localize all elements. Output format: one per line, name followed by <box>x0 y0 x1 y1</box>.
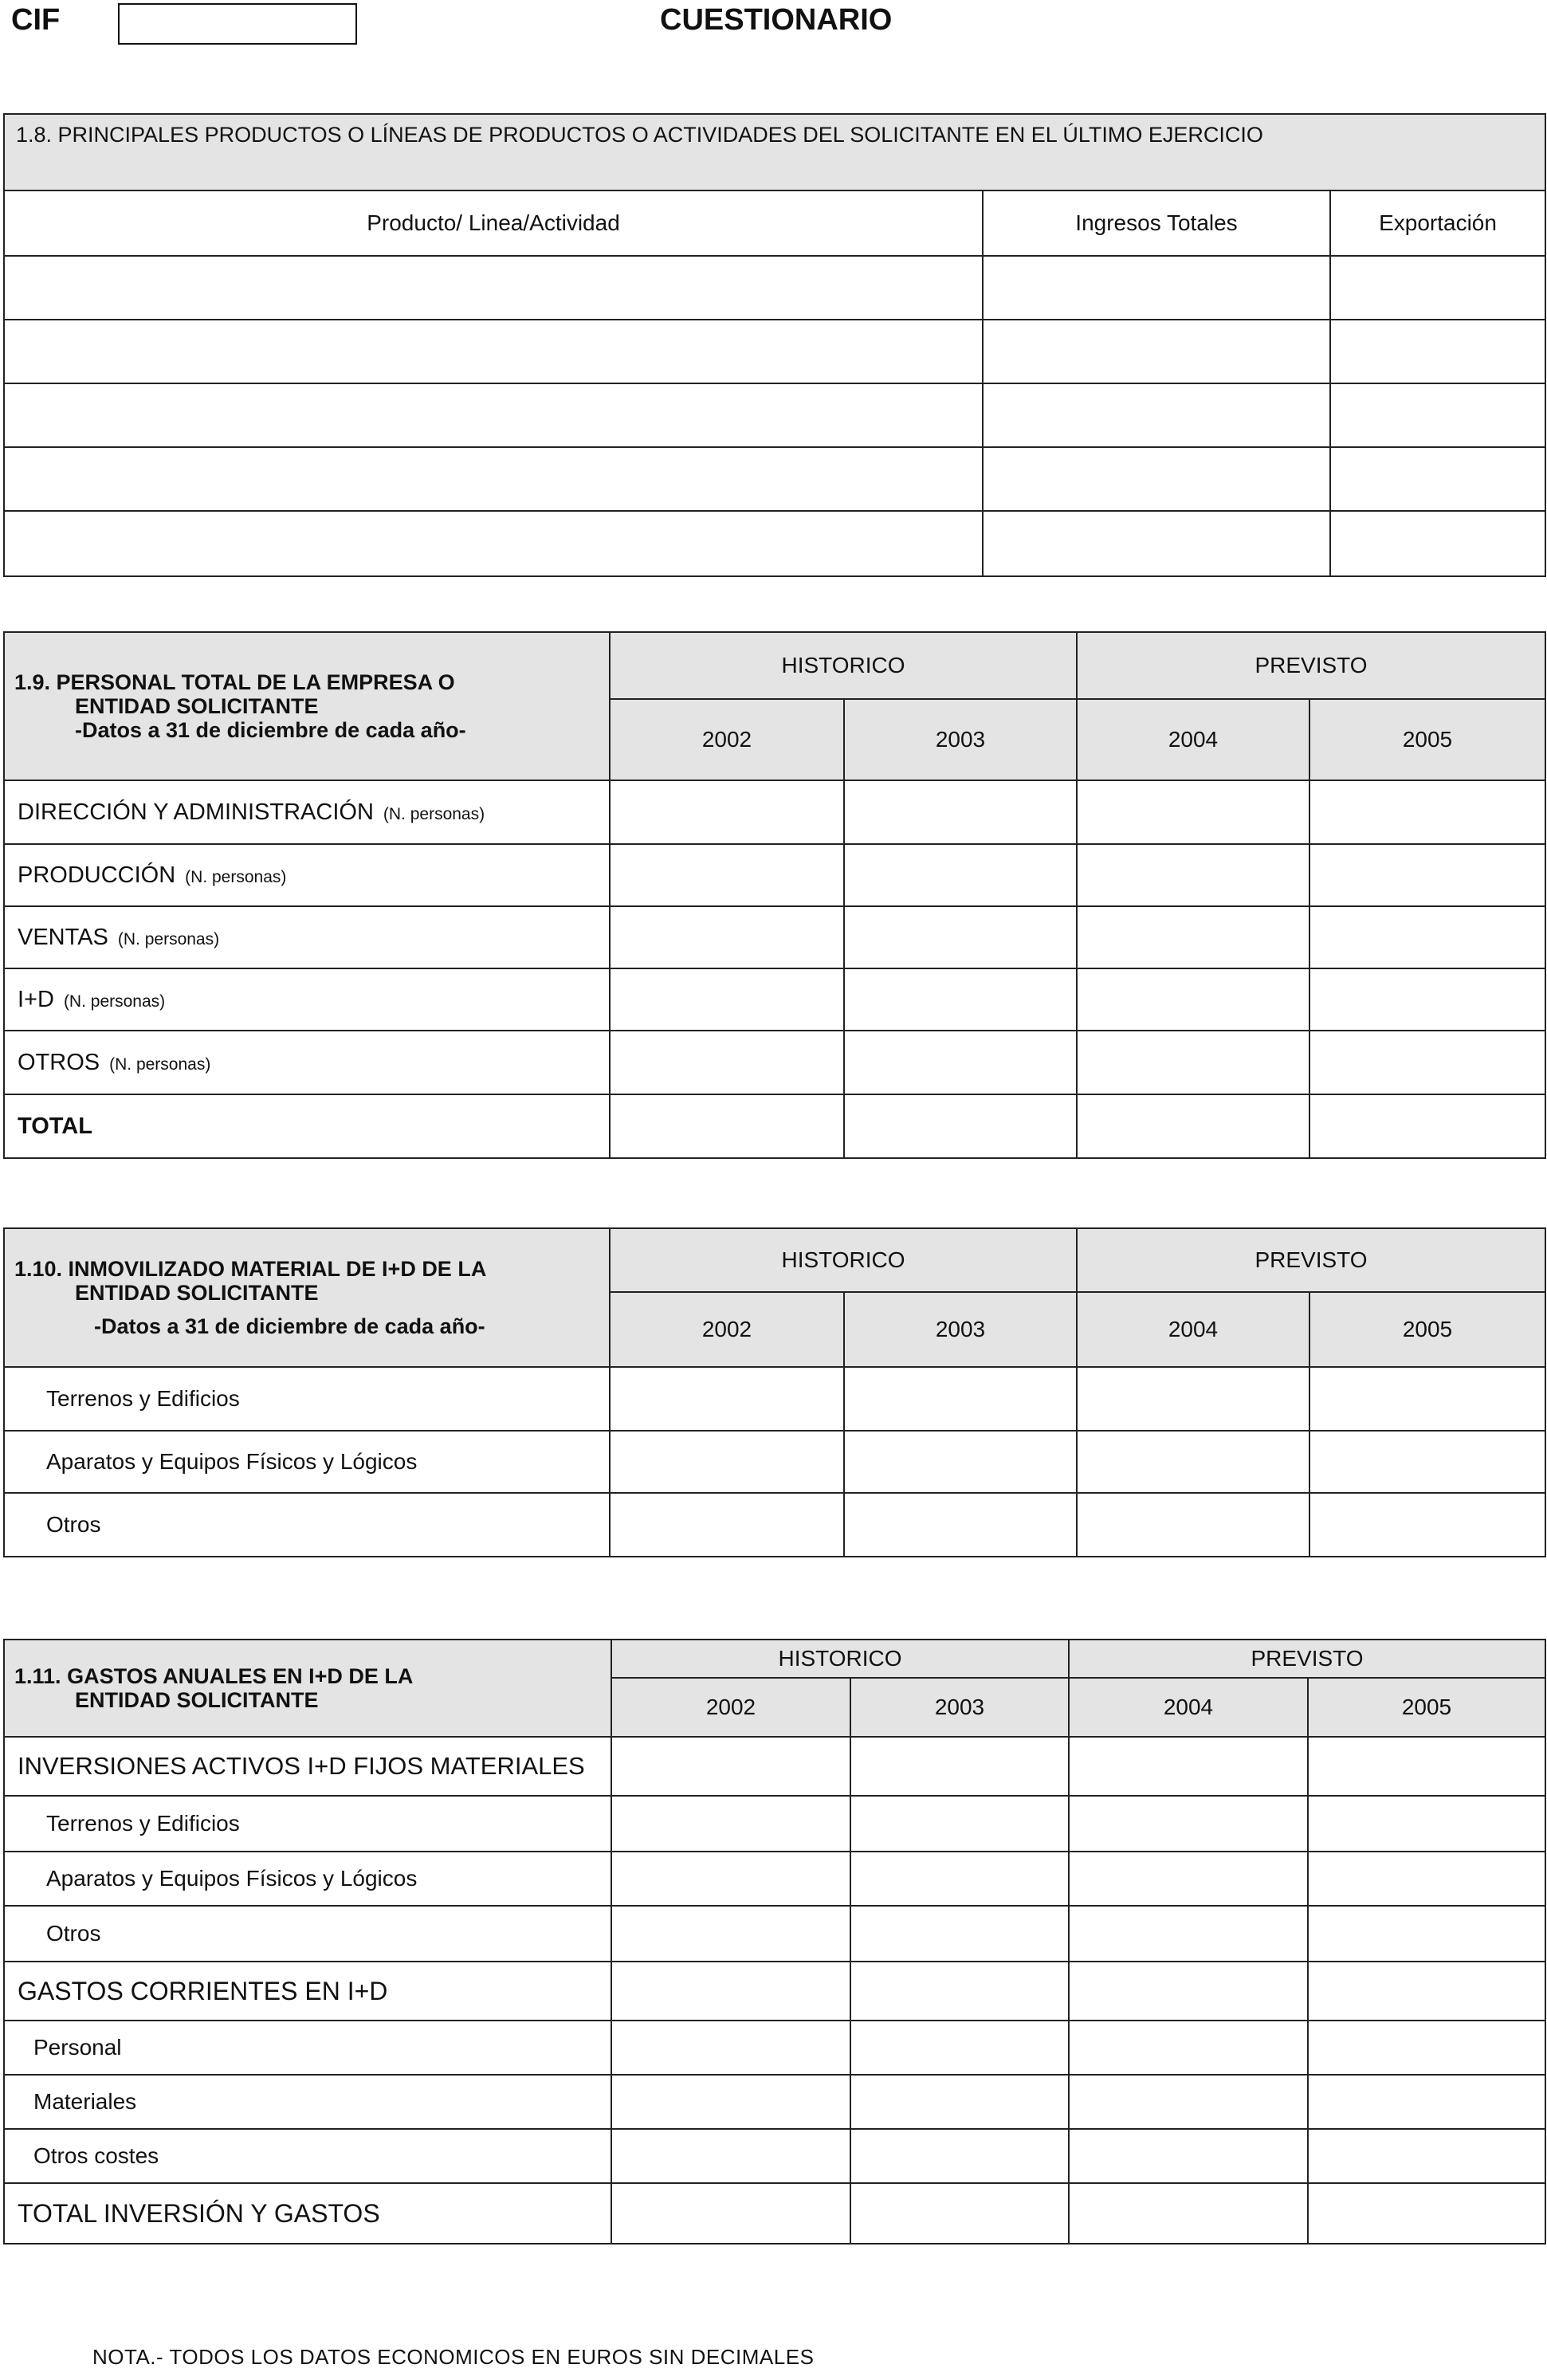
cell-value[interactable] <box>611 2183 850 2244</box>
group-historico: HISTORICO <box>610 632 1077 699</box>
year-2005: 2005 <box>1308 1678 1545 1737</box>
row-label-direccion: DIRECCIÓN Y ADMINISTRACIÓN (N. personas) <box>4 780 610 844</box>
group-previsto: PREVISTO <box>1077 632 1545 699</box>
cell-value[interactable] <box>850 1852 1069 1906</box>
row-label-otros: Otros <box>4 1906 611 1962</box>
cell-value[interactable] <box>1069 2021 1308 2075</box>
cell-exportacion[interactable] <box>1330 511 1545 576</box>
cell-value[interactable] <box>1309 780 1545 844</box>
cell-value[interactable] <box>611 1796 850 1852</box>
group-historico: HISTORICO <box>611 1640 1069 1678</box>
cell-exportacion[interactable] <box>1330 447 1545 511</box>
cell-value[interactable] <box>1069 1852 1308 1906</box>
cell-ingresos[interactable] <box>983 447 1330 511</box>
year-2003: 2003 <box>844 1292 1077 1367</box>
cell-value[interactable] <box>1077 1094 1309 1158</box>
personal-title-line1: 1.9. PERSONAL TOTAL DE LA EMPRESA O <box>14 670 455 694</box>
cell-ingresos[interactable] <box>983 383 1330 447</box>
inmovilizado-title-line3: -Datos a 31 de diciembre de cada año- <box>94 1314 485 1338</box>
cell-value[interactable] <box>1309 1431 1545 1493</box>
gastos-table <box>3 1639 1546 2245</box>
cell-ingresos[interactable] <box>983 256 1330 320</box>
row-label-otros-costes: Otros costes <box>4 2129 611 2183</box>
cell-value[interactable] <box>1309 1493 1545 1557</box>
cell-value[interactable] <box>1077 968 1309 1031</box>
footer-note: NOTA.- TODOS LOS DATOS ECONOMICOS EN EUROS SIN DECIMALES <box>92 2345 815 2369</box>
cell-value[interactable] <box>610 1431 844 1493</box>
cell-value[interactable] <box>1069 2129 1308 2183</box>
year-2004: 2004 <box>1077 1292 1309 1367</box>
year-2002: 2002 <box>610 699 844 780</box>
row-label-id: I+D (N. personas) <box>4 968 610 1031</box>
products-section-title: 1.8. PRINCIPALES PRODUCTOS O LÍNEAS DE PRODUCTOS O ACTIVIDADES DEL SOLICITANTE EN EL ÚLTIMO EJERCICIO <box>4 114 1545 190</box>
cif-input-box[interactable] <box>118 3 357 45</box>
cell-value[interactable] <box>844 844 1077 906</box>
cell-value[interactable] <box>1077 844 1309 906</box>
cell-value[interactable] <box>610 780 844 844</box>
year-2005: 2005 <box>1309 699 1545 780</box>
cell-value[interactable] <box>850 1737 1069 1796</box>
row-label-personal: Personal <box>4 2021 611 2075</box>
group-previsto: PREVISTO <box>1069 1640 1545 1678</box>
row-label-otros: Otros <box>4 1493 610 1557</box>
gastos-title-line1: 1.11. GASTOS ANUALES EN I+D DE LA <box>14 1664 414 1688</box>
personal-table <box>3 631 1546 1159</box>
cell-value[interactable] <box>844 1031 1077 1094</box>
cell-value[interactable] <box>1077 1431 1309 1493</box>
products-table <box>3 113 1546 577</box>
cell-value[interactable] <box>850 1906 1069 1962</box>
gastos-section-title <box>4 1640 611 1737</box>
row-label-gastos-corrientes: GASTOS CORRIENTES EN I+D <box>4 1962 611 2021</box>
row-label-ventas: VENTAS (N. personas) <box>4 906 610 968</box>
inmovilizado-title-line1: 1.10. INMOVILIZADO MATERIAL DE I+D DE LA <box>14 1257 487 1281</box>
cif-label: CIF <box>11 3 61 37</box>
cell-value[interactable] <box>1308 1906 1545 1962</box>
cell-value[interactable] <box>844 1493 1077 1557</box>
cell-value[interactable] <box>844 968 1077 1031</box>
cell-value[interactable] <box>1309 968 1545 1031</box>
cell-value[interactable] <box>610 1367 844 1431</box>
cell-product[interactable] <box>4 256 983 320</box>
row-label-materiales: Materiales <box>4 2075 611 2129</box>
cell-value[interactable] <box>1069 2183 1308 2244</box>
personal-section-title <box>4 632 610 780</box>
row-label-produccion: PRODUCCIÓN (N. personas) <box>4 844 610 906</box>
cell-value[interactable] <box>610 968 844 1031</box>
year-2002: 2002 <box>611 1678 850 1737</box>
cell-value[interactable] <box>611 1852 850 1906</box>
cell-exportacion[interactable] <box>1330 383 1545 447</box>
cell-value[interactable] <box>850 1962 1069 2021</box>
group-previsto: PREVISTO <box>1077 1228 1545 1292</box>
row-label-aparatos: Aparatos y Equipos Físicos y Lógicos <box>4 1852 611 1906</box>
year-2005: 2005 <box>1309 1292 1545 1367</box>
row-label-terrenos: Terrenos y Edificios <box>4 1367 610 1431</box>
cell-value[interactable] <box>1077 1031 1309 1094</box>
personal-title-line2: ENTIDAD SOLICITANTE <box>75 694 319 718</box>
cell-value[interactable] <box>610 906 844 968</box>
row-label-aparatos: Aparatos y Equipos Físicos y Lógicos <box>4 1431 610 1493</box>
cell-value[interactable] <box>1308 1737 1545 1796</box>
personal-title-line3: -Datos a 31 de diciembre de cada año- <box>75 718 466 742</box>
cell-value[interactable] <box>844 906 1077 968</box>
cell-ingresos[interactable] <box>983 320 1330 383</box>
cell-value[interactable] <box>611 1737 850 1796</box>
row-label-otros: OTROS (N. personas) <box>4 1031 610 1094</box>
cell-value[interactable] <box>1069 1796 1308 1852</box>
inmovilizado-section-title <box>4 1228 610 1367</box>
cell-value[interactable] <box>1308 2183 1545 2244</box>
inmovilizado-table <box>3 1227 1546 1557</box>
cell-exportacion[interactable] <box>1330 256 1545 320</box>
cell-value[interactable] <box>610 1094 844 1158</box>
cell-value[interactable] <box>610 844 844 906</box>
col-header-product: Producto/ Linea/Actividad <box>4 190 983 256</box>
cell-exportacion[interactable] <box>1330 320 1545 383</box>
cell-value[interactable] <box>611 2129 850 2183</box>
row-label-terrenos: Terrenos y Edificios <box>4 1796 611 1852</box>
cell-value[interactable] <box>844 1431 1077 1493</box>
year-2004: 2004 <box>1077 699 1309 780</box>
cell-value[interactable] <box>1309 1367 1545 1431</box>
cell-product[interactable] <box>4 447 983 511</box>
cell-value[interactable] <box>611 1962 850 2021</box>
cell-value[interactable] <box>1308 1852 1545 1906</box>
cell-value[interactable] <box>844 780 1077 844</box>
cell-value[interactable] <box>1077 1367 1309 1431</box>
cell-value[interactable] <box>611 2021 850 2075</box>
cell-product[interactable] <box>4 511 983 576</box>
cell-value[interactable] <box>844 1367 1077 1431</box>
cell-ingresos[interactable] <box>983 511 1330 576</box>
cell-value[interactable] <box>1308 2129 1545 2183</box>
cell-value[interactable] <box>1069 1906 1308 1962</box>
cell-value[interactable] <box>1069 1737 1308 1796</box>
row-label-total: TOTAL <box>4 1094 610 1158</box>
cell-value[interactable] <box>1077 906 1309 968</box>
cell-value[interactable] <box>1308 2075 1545 2129</box>
year-2002: 2002 <box>610 1292 844 1367</box>
year-2003: 2003 <box>850 1678 1069 1737</box>
cell-value[interactable] <box>1069 2075 1308 2129</box>
cell-value[interactable] <box>844 1094 1077 1158</box>
cell-value[interactable] <box>850 2129 1069 2183</box>
cell-value[interactable] <box>1308 2021 1545 2075</box>
cell-value[interactable] <box>850 2075 1069 2129</box>
col-header-exportacion: Exportación <box>1330 190 1545 256</box>
cell-product[interactable] <box>4 320 983 383</box>
gastos-title-line2: ENTIDAD SOLICITANTE <box>75 1688 319 1712</box>
row-label-total-inversion: TOTAL INVERSIÓN Y GASTOS <box>4 2183 611 2244</box>
page-title: CUESTIONARIO <box>660 3 893 37</box>
col-header-ingresos: Ingresos Totales <box>983 190 1330 256</box>
cell-value[interactable] <box>1309 906 1545 968</box>
cell-value[interactable] <box>1309 1094 1545 1158</box>
cell-value[interactable] <box>1308 1962 1545 2021</box>
row-label-inversiones: INVERSIONES ACTIVOS I+D FIJOS MATERIALES <box>4 1737 611 1796</box>
group-historico: HISTORICO <box>610 1228 1077 1292</box>
cell-value[interactable] <box>1309 1031 1545 1094</box>
cell-value[interactable] <box>1308 1796 1545 1852</box>
cell-product[interactable] <box>4 383 983 447</box>
cell-value[interactable] <box>1077 780 1309 844</box>
cell-value[interactable] <box>850 2021 1069 2075</box>
cell-value[interactable] <box>610 1493 844 1557</box>
cell-value[interactable] <box>611 2075 850 2129</box>
cell-value[interactable] <box>1077 1493 1309 1557</box>
cell-value[interactable] <box>850 1796 1069 1852</box>
inmovilizado-title-line2: ENTIDAD SOLICITANTE <box>75 1281 319 1305</box>
year-2004: 2004 <box>1069 1678 1308 1737</box>
cell-value[interactable] <box>850 2183 1069 2244</box>
cell-value[interactable] <box>1069 1962 1308 2021</box>
cell-value[interactable] <box>1309 844 1545 906</box>
cell-value[interactable] <box>610 1031 844 1094</box>
year-2003: 2003 <box>844 699 1077 780</box>
cell-value[interactable] <box>611 1906 850 1962</box>
